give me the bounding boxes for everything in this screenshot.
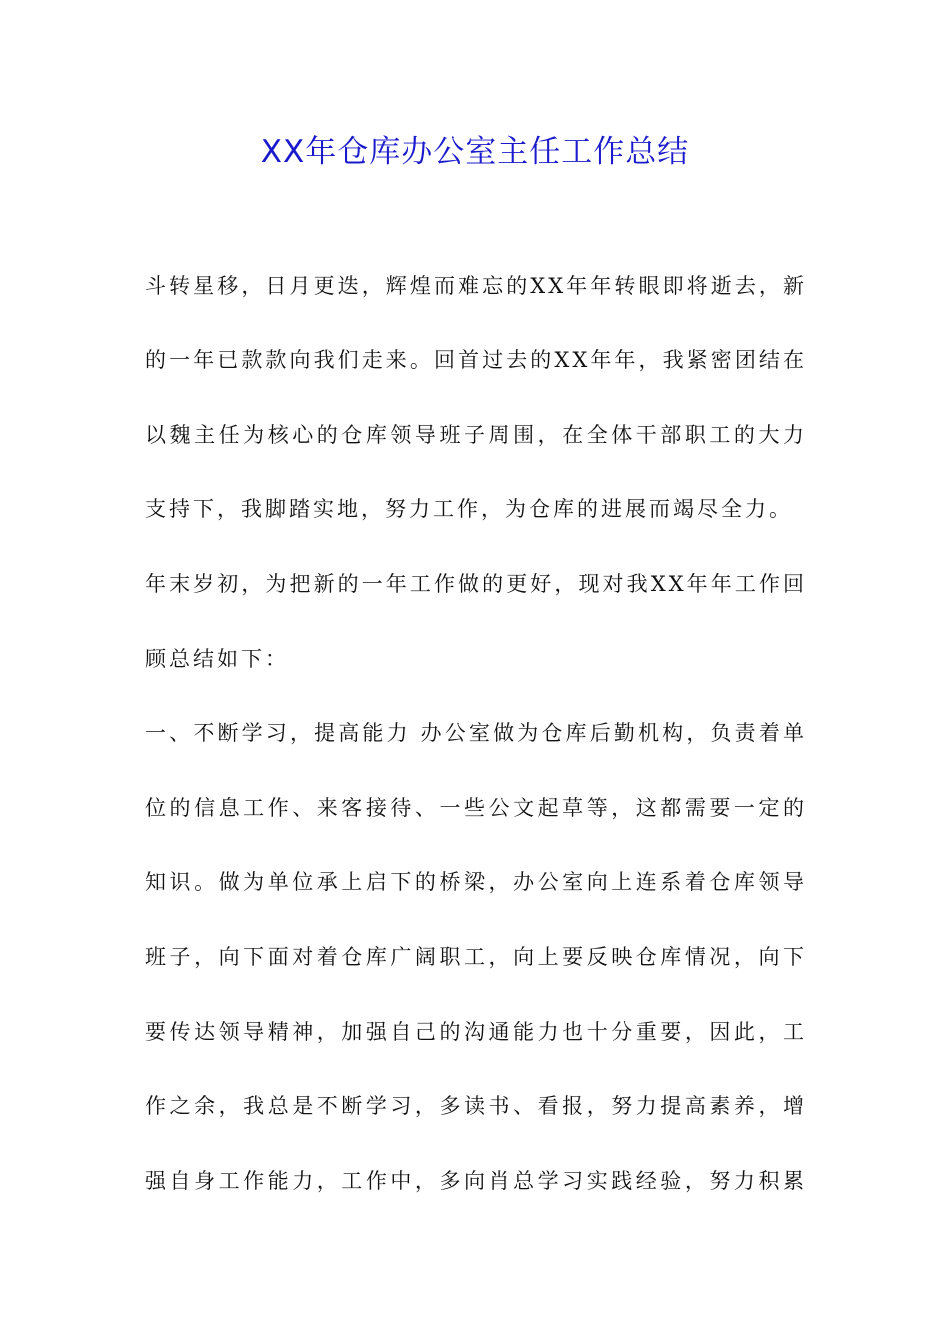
- body-line: 以魏主任为核心的仓库领导班子周围，在全体干部职工的大力: [145, 423, 807, 447]
- body-line: 一、不断学习，提高能力 办公室做为仓库后勤机构，负责着单: [145, 721, 807, 745]
- body-line: 班子，向下面对着仓库广阔职工，向上要反映仓库情况，向下: [145, 945, 807, 969]
- body-line: 斗转星移，日月更迭，辉煌而难忘的XX年年转眼即将逝去，新: [145, 274, 807, 298]
- body-line: 顾总结如下：: [145, 647, 289, 671]
- document-title: XX年仓库办公室主任工作总结: [260, 134, 690, 170]
- body-line: 的一年已款款向我们走来。回首过去的XX年年，我紧密团结在: [145, 348, 807, 372]
- body-line: 要传达领导精神，加强自己的沟通能力也十分重要，因此，工: [145, 1020, 807, 1044]
- body-line: 知识。做为单位承上启下的桥梁，办公室向上连系着仓库领导: [145, 870, 807, 894]
- body-line: 年末岁初，为把新的一年工作做的更好，现对我XX年年工作回: [145, 572, 807, 596]
- body-line: 强自身工作能力，工作中，多向肖总学习实践经验，努力积累: [145, 1169, 807, 1193]
- body-line: 支持下，我脚踏实地，努力工作，为仓库的进展而竭尽全力。: [145, 497, 793, 521]
- body-line: 位的信息工作、来客接待、一些公文起草等，这都需要一定的: [145, 796, 807, 820]
- body-line: 作之余，我总是不断学习，多读书、看报，努力提高素养，增: [145, 1094, 807, 1118]
